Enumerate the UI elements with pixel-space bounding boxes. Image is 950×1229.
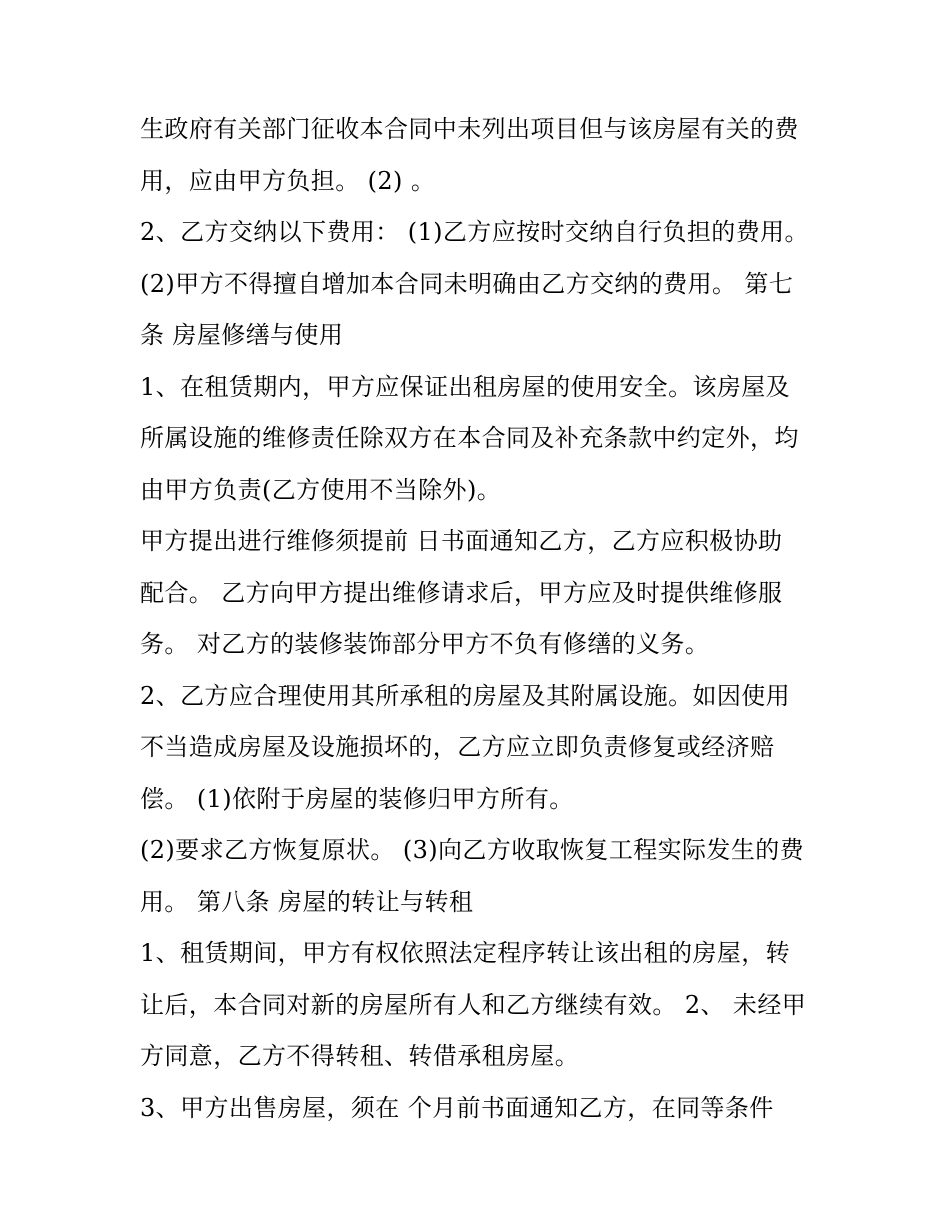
text-line: 用，应由甲方负担。 (2) 。 — [140, 166, 436, 195]
text-line: 甲方提出进行维修须提前 日书面通知乙方，乙方应积极协助 — [140, 527, 783, 555]
text-line: 1、租赁期间，甲方有权依照法定程序转让该出租的房屋，转 — [140, 939, 791, 967]
text-line: 3、甲方出售房屋，须在 个月前书面通知乙方，在同等条件 — [140, 1093, 774, 1122]
text-line: 由甲方负责(乙方使用不当除外)。 — [140, 475, 502, 504]
text-line: 让后，本合同对新的房屋所有人和乙方继续有效。 2、 未经甲 — [140, 990, 807, 1019]
text-line: 所属设施的维修责任除双方在本合同及补充条款中约定外，均 — [140, 424, 799, 452]
text-line: 不当造成房屋及设施损坏的，乙方应立即负责修复或经济赔 — [140, 733, 775, 761]
text-line: 务。 对乙方的装修装饰部分甲方不负有修缮的义务。 — [140, 630, 710, 658]
text-line: (2)甲方不得擅自增加本合同未明确由乙方交纳的费用。 第七 — [140, 269, 794, 298]
contract-text-body — [140, 104, 820, 1134]
text-line: 偿。 (1)依附于房屋的装修归甲方所有。 — [140, 784, 574, 813]
text-line: 生政府有关部门征收本合同中未列出项目但与该房屋有关的费 — [140, 115, 799, 143]
text-line: 2、乙方交纳以下费用： (1)乙方应按时交纳自行负担的费用。 — [140, 218, 809, 246]
text-line: 方同意，乙方不得转租、转借承租房屋。 — [140, 1042, 580, 1070]
text-line: 1、在租赁期内，甲方应保证出租房屋的使用安全。该房屋及 — [140, 372, 791, 401]
text-line: 条 房屋修缮与使用 — [140, 321, 344, 349]
text-line: 配合。 乙方向甲方提出维修请求后，甲方应及时提供维修服 — [140, 578, 783, 607]
text-line: 2、乙方应合理使用其所承租的房屋及其附属设施。如因使用 — [140, 681, 791, 710]
text-line: (2)要求乙方恢复原状。 (3)向乙方收取恢复工程实际发生的费 — [140, 836, 805, 864]
text-line: 用。 第八条 房屋的转让与转租 — [140, 887, 474, 916]
